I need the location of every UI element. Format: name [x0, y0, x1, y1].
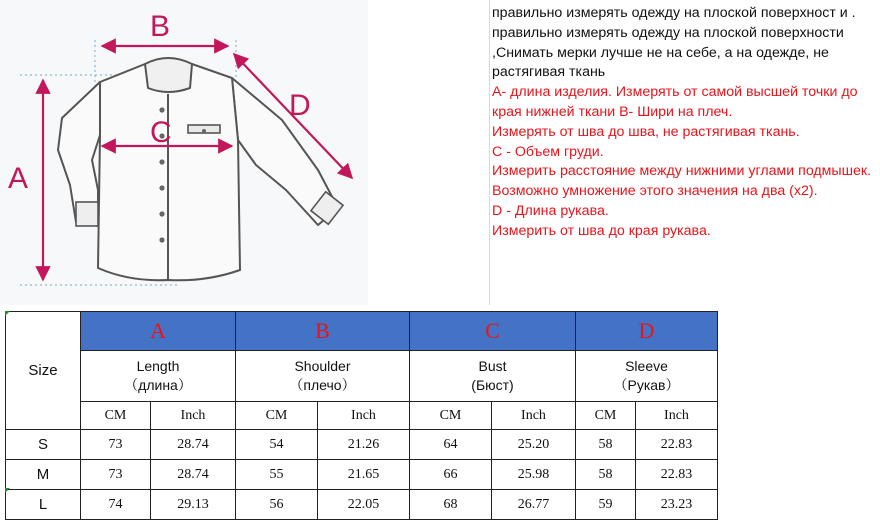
value-cell: 73 [81, 460, 151, 490]
value-cell: 55 [236, 460, 318, 490]
label-d: D [289, 89, 311, 122]
cell-corner-marker [5, 311, 10, 316]
value-cell: 22.83 [636, 430, 718, 460]
value-cell: 21.26 [318, 430, 410, 460]
note-d-title: D - Длина рукава. [492, 202, 609, 219]
value-cell: 25.98 [492, 460, 576, 490]
group-a-sub: （длина） [124, 377, 192, 393]
group-a-name: Length [136, 358, 180, 374]
value-cell: 28.74 [151, 430, 236, 460]
value-cell: 66 [410, 460, 492, 490]
unit-cell: Inch [151, 402, 236, 430]
group-b-sub: （плечо） [289, 377, 356, 393]
value-cell: 68 [410, 490, 492, 520]
note-c-title: С - Объем груди. [492, 143, 604, 160]
value-cell: 26.77 [492, 490, 576, 520]
label-c: C [150, 116, 172, 149]
table-row [6, 490, 718, 520]
label-b: B [150, 10, 171, 43]
value-cell: 21.65 [318, 460, 410, 490]
group-b-letter: B [236, 312, 410, 351]
column-divider [489, 0, 490, 305]
value-cell: 22.05 [318, 490, 410, 520]
row-size: S [6, 430, 81, 460]
unit-cell: CM [81, 402, 151, 430]
size-header: Size [6, 312, 81, 430]
value-cell: 58 [576, 430, 636, 460]
shirt-illustration [0, 0, 368, 305]
unit-cell: CM [576, 402, 636, 430]
row-size: L [6, 490, 81, 520]
unit-cell: CM [236, 402, 318, 430]
value-cell: 54 [236, 430, 318, 460]
table-row [6, 460, 718, 490]
value-cell: 64 [410, 430, 492, 460]
note-b-instruction: Измерять от шва до шва, не растягивая ткань. [492, 123, 800, 140]
note-a-length: А- длина изделия. Измерять от самой высшей точки до края нижней ткани В- Шири на плеч. [492, 84, 858, 120]
group-c-letter: C [410, 312, 576, 351]
group-c-name: Bust [478, 358, 507, 374]
group-d-sub: （Рукав） [613, 377, 680, 393]
unit-cell: Inch [636, 402, 718, 430]
group-a-letter: A [81, 312, 236, 351]
shirt-diagram [0, 0, 368, 305]
unit-cell: Inch [318, 402, 410, 430]
measurement-notes [492, 4, 880, 242]
value-cell: 25.20 [492, 430, 576, 460]
value-cell: 56 [236, 490, 318, 520]
label-a: A [8, 162, 29, 195]
unit-cell: CM [410, 402, 492, 430]
group-a-header [81, 351, 236, 402]
size-chart-table [5, 311, 718, 520]
group-d-letter: D [576, 312, 718, 351]
unit-cell: Inch [492, 402, 576, 430]
table-row [6, 430, 718, 460]
note-c-multiply: Возможно умножение этого значения на два (х2). [492, 183, 818, 200]
note-d-instruction: Измерить от шва до края рукава. [492, 222, 711, 239]
group-b-name: Shoulder [294, 358, 351, 374]
value-cell: 23.23 [636, 490, 718, 520]
value-cell: 28.74 [151, 460, 236, 490]
group-d-header [576, 351, 718, 402]
group-c-header [410, 351, 576, 402]
value-cell: 73 [81, 430, 151, 460]
group-c-sub: (Бюст) [471, 377, 514, 393]
notes-intro: правильно измерять одежду на плоской поверхност и . правильно измерять одежду на плоской поверхности ,Снимать мерки лучше не на себе, а на одежде, не растягивая ткань [492, 5, 856, 81]
value-cell: 74 [81, 490, 151, 520]
value-cell: 59 [576, 490, 636, 520]
group-b-header [236, 351, 410, 402]
cell-corner-marker [5, 488, 10, 493]
note-c-instruction: Измерить расстояние между нижними углами подмышек. [492, 163, 872, 180]
value-cell: 22.83 [636, 460, 718, 490]
value-cell: 58 [576, 460, 636, 490]
group-d-name: Sleeve [625, 358, 668, 374]
value-cell: 29.13 [151, 490, 236, 520]
row-size: M [6, 460, 81, 490]
